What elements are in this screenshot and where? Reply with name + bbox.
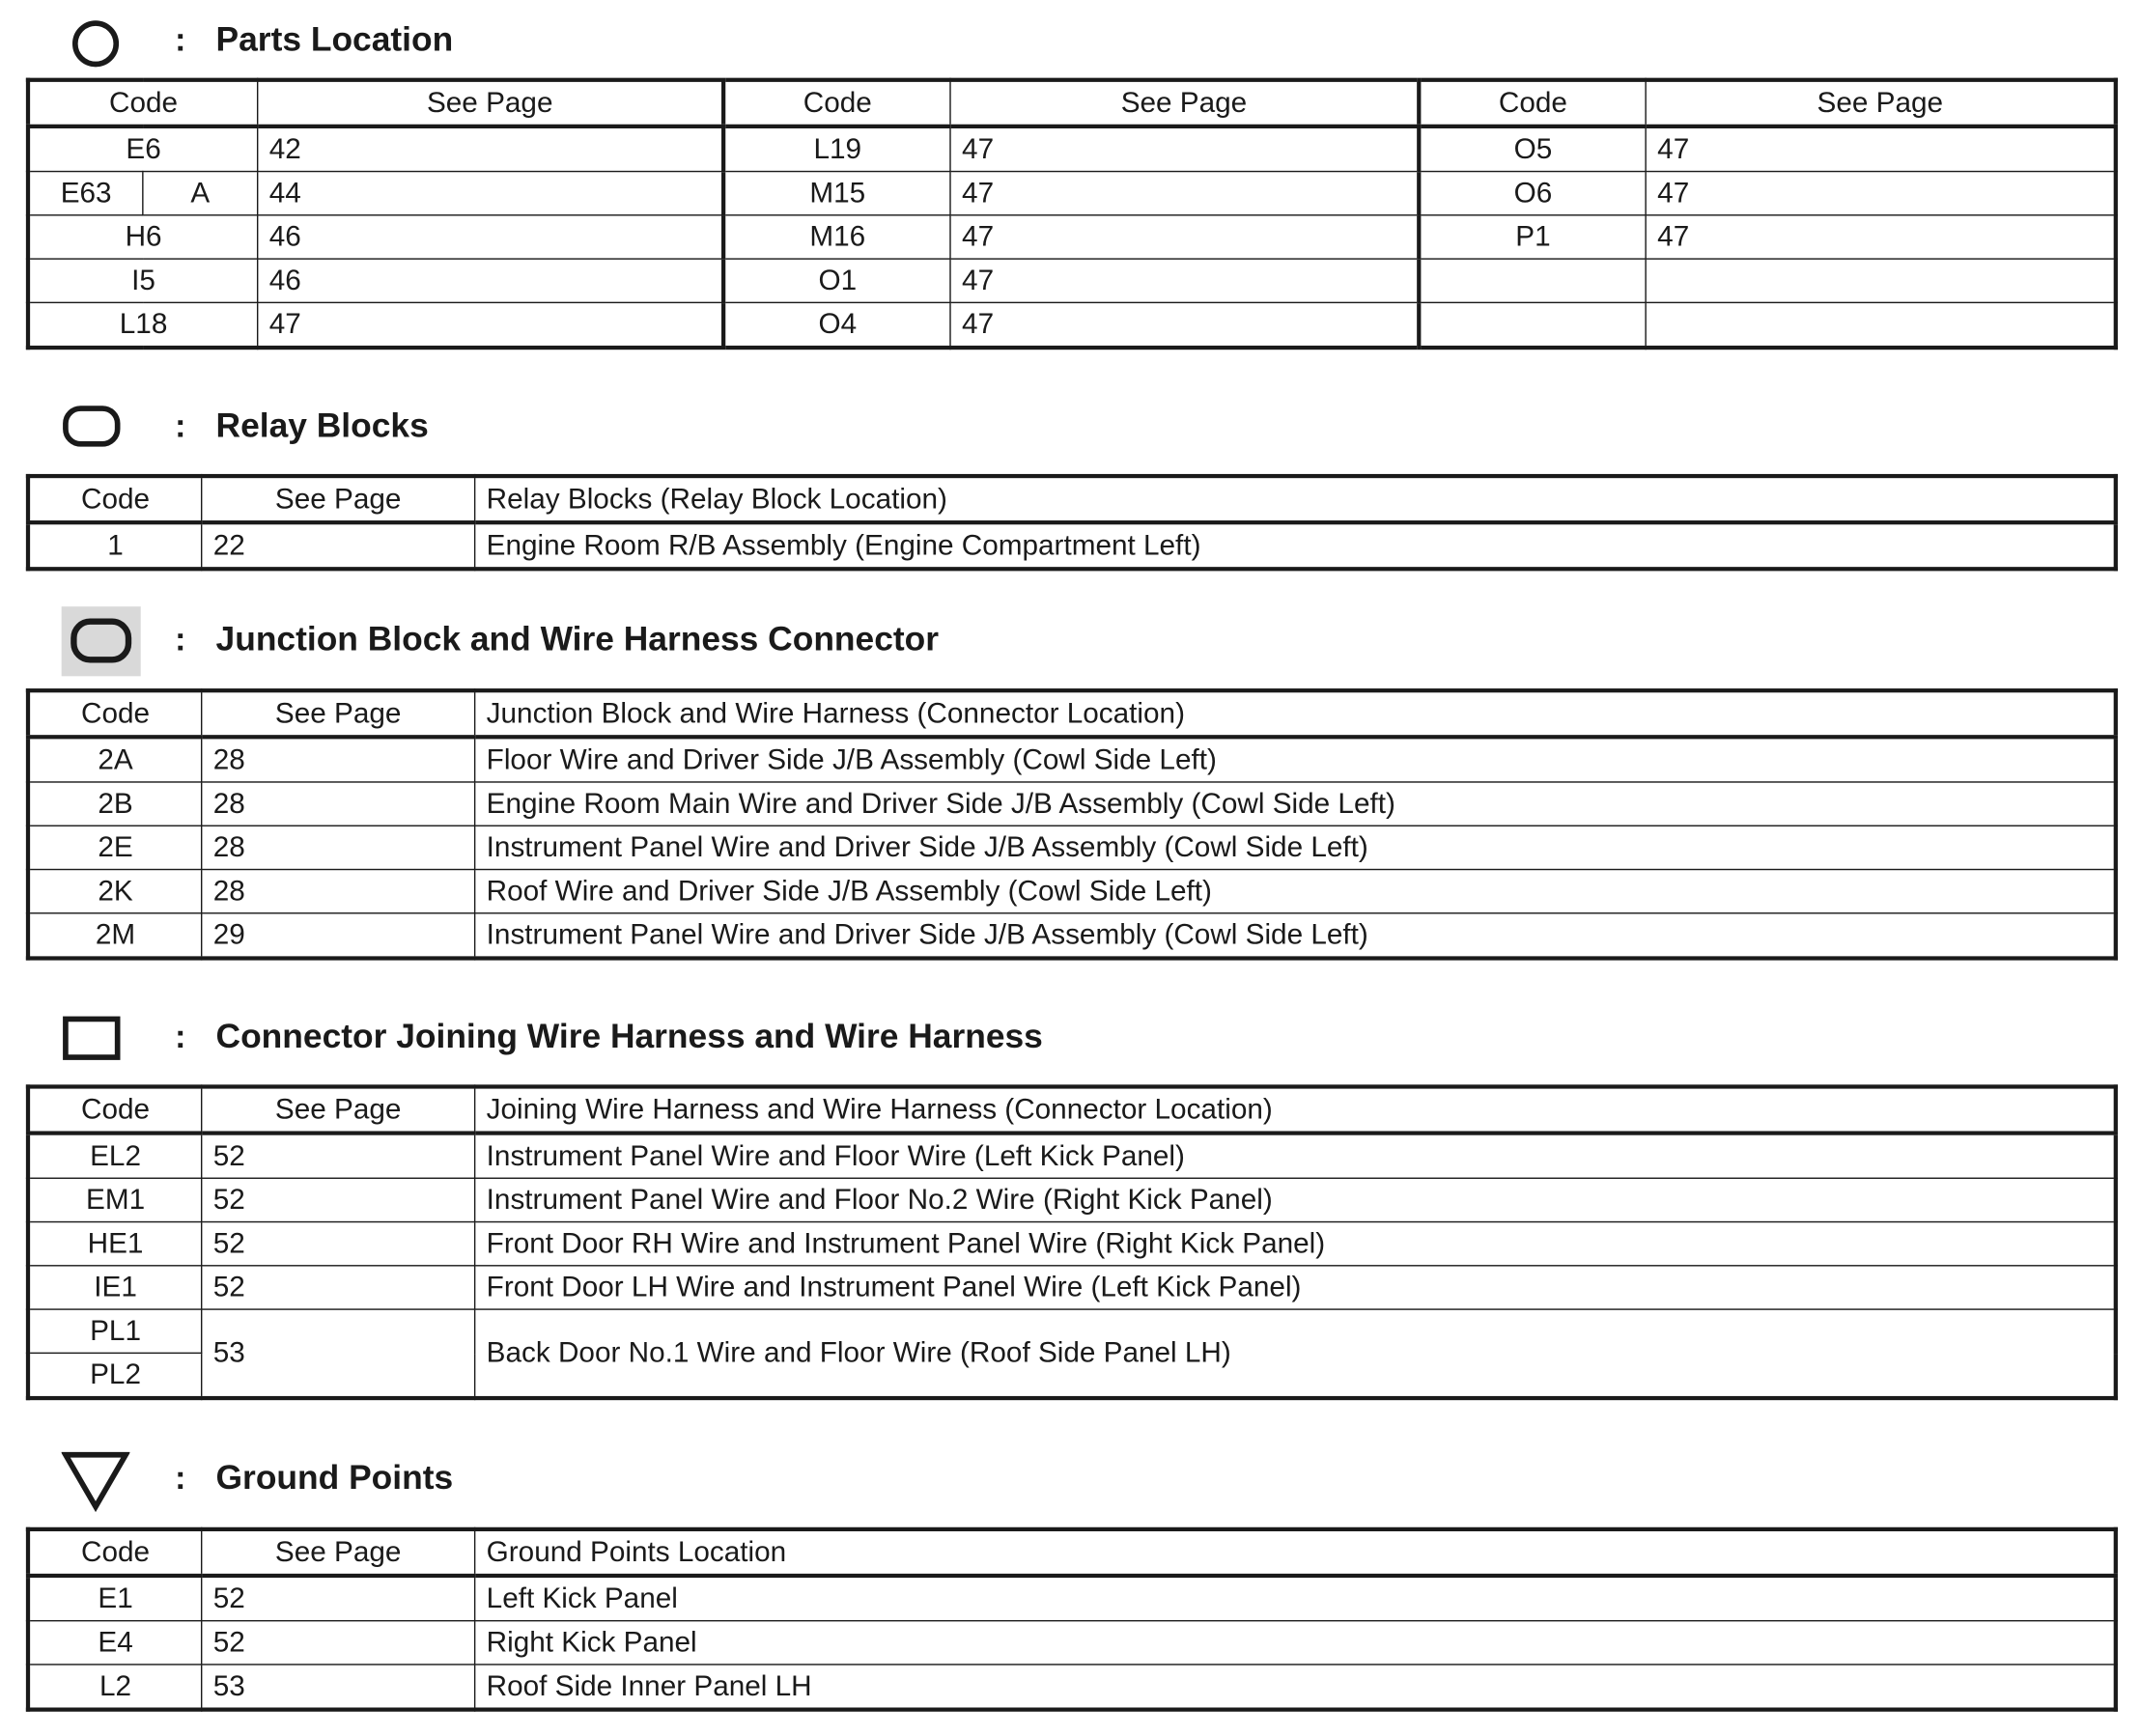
code-cell: L18: [28, 302, 258, 348]
page-cell: 47: [258, 302, 723, 348]
code-cell: 2M: [28, 913, 202, 959]
page-cell: 53: [202, 1665, 475, 1710]
code-cell: E6: [28, 126, 258, 172]
page-cell: 52: [202, 1134, 475, 1179]
description-cell: Front Door RH Wire and Instrument Panel Wire (Right Kick Panel): [475, 1222, 2116, 1266]
page-cell: 47: [1646, 215, 2116, 259]
page-cell: 52: [202, 1266, 475, 1309]
empty-cell: [1646, 259, 2116, 302]
code-cell: EL2: [28, 1134, 202, 1179]
description-cell: Right Kick Panel: [475, 1621, 2116, 1665]
page-cell: 52: [202, 1576, 475, 1621]
code-cell: HE1: [28, 1222, 202, 1266]
rounded-rectangle-icon: [70, 617, 132, 663]
header-code: Code: [28, 1086, 202, 1133]
code-cell: M15: [723, 172, 950, 215]
empty-cell: [1419, 259, 1646, 302]
description-cell: Engine Room R/B Assembly (Engine Compartment Left): [475, 522, 2116, 569]
header-description: Ground Points Location: [475, 1529, 2116, 1576]
page-cell: 42: [258, 126, 723, 172]
page-cell: 52: [202, 1178, 475, 1221]
section-title: Parts Location: [215, 20, 454, 59]
page-cell: 46: [258, 215, 723, 259]
description-cell: Instrument Panel Wire and Driver Side J/B Assembly (Cowl Side Left): [475, 913, 2116, 959]
ground-points-header: [0, 1446, 2141, 1509]
code-cell: O6: [1419, 172, 1646, 215]
sub-code-cell: A: [143, 172, 258, 215]
header-description: Junction Block and Wire Harness (Connector Location): [475, 690, 2116, 737]
page-cell: 28: [202, 737, 475, 782]
table-row: [28, 782, 2116, 826]
header-see-page: See Page: [202, 1086, 475, 1133]
code-cell: E4: [28, 1621, 202, 1665]
parts-location-header: [0, 11, 2141, 73]
description-cell: Instrument Panel Wire and Driver Side J/B Assembly (Cowl Side Left): [475, 826, 2116, 869]
table-row: [28, 1309, 2116, 1353]
header-see-page: See Page: [202, 690, 475, 737]
header-code: Code: [28, 1529, 202, 1576]
page-cell: 47: [1646, 172, 2116, 215]
table-row: [28, 1576, 2116, 1621]
description-cell: Back Door No.1 Wire and Floor Wire (Roof Side Panel LH): [475, 1309, 2116, 1398]
description-cell: Front Door LH Wire and Instrument Panel Wire (Left Kick Panel): [475, 1266, 2116, 1309]
colon: :: [175, 621, 186, 658]
table-row: [28, 1665, 2116, 1710]
description-cell: Floor Wire and Driver Side J/B Assembly (Cowl Side Left): [475, 737, 2116, 782]
code-cell: IE1: [28, 1266, 202, 1309]
colon: :: [175, 408, 186, 446]
header-see-page: See Page: [1646, 80, 2116, 126]
table-header-row: [28, 1529, 2116, 1576]
table-row: [28, 302, 2116, 348]
parts-location-table: [26, 78, 2118, 350]
rectangle-icon: [62, 1015, 125, 1061]
header-see-page: See Page: [202, 1529, 475, 1576]
code-cell: 2K: [28, 870, 202, 913]
header-code: Code: [1419, 80, 1646, 126]
header-code: Code: [723, 80, 950, 126]
code-cell: E63: [28, 172, 143, 215]
page-cell: 53: [202, 1309, 475, 1398]
page-cell: 47: [950, 215, 1419, 259]
description-cell: Left Kick Panel: [475, 1576, 2116, 1621]
code-cell: O5: [1419, 126, 1646, 172]
page-cell: 47: [950, 259, 1419, 302]
page-cell: 44: [258, 172, 723, 215]
table-header-row: [28, 80, 2116, 126]
page-cell: 47: [1646, 126, 2116, 172]
table-row: [28, 259, 2116, 302]
ground-triangle-icon: [62, 1449, 130, 1512]
code-cell: O4: [723, 302, 950, 348]
empty-cell: [1646, 302, 2116, 348]
code-cell: L19: [723, 126, 950, 172]
code-cell: 2A: [28, 737, 202, 782]
connector-joining-header: [0, 1007, 2141, 1070]
table-row: [28, 126, 2116, 172]
page-cell: 47: [950, 172, 1419, 215]
code-cell: PL1: [28, 1309, 202, 1353]
header-see-page: See Page: [258, 80, 723, 126]
table-row: [28, 1134, 2116, 1179]
table-row: [28, 870, 2116, 913]
table-row: [28, 913, 2116, 959]
code-cell: I5: [28, 259, 258, 302]
table-row: [28, 1266, 2116, 1309]
colon: :: [175, 21, 186, 59]
page-cell: 46: [258, 259, 723, 302]
connector-joining-table: [26, 1084, 2118, 1400]
table-row: [28, 1222, 2116, 1266]
colon: :: [175, 1019, 186, 1056]
ground-points-table: [26, 1527, 2118, 1712]
header-see-page: See Page: [202, 476, 475, 522]
table-row: [28, 522, 2116, 569]
description-cell: Engine Room Main Wire and Driver Side J/B Assembly (Cowl Side Left): [475, 782, 2116, 826]
code-cell: 2B: [28, 782, 202, 826]
relay-blocks-header: [0, 396, 2141, 459]
table-row: [28, 172, 2116, 215]
page-cell: 28: [202, 870, 475, 913]
section-title: Relay Blocks: [215, 406, 429, 446]
header-description: Joining Wire Harness and Wire Harness (Connector Location): [475, 1086, 2116, 1133]
circle-icon: [69, 16, 124, 71]
table-row: [28, 215, 2116, 259]
description-cell: Roof Side Inner Panel LH: [475, 1665, 2116, 1710]
table-header-row: [28, 476, 2116, 522]
junction-block-header: [0, 609, 2141, 672]
page-cell: 29: [202, 913, 475, 959]
colon: :: [175, 1460, 186, 1498]
page-cell: 28: [202, 782, 475, 826]
code-cell: 1: [28, 522, 202, 569]
table-header-row: [28, 690, 2116, 737]
code-cell: L2: [28, 1665, 202, 1710]
page-cell: 47: [950, 126, 1419, 172]
description-cell: Instrument Panel Wire and Floor Wire (Left Kick Panel): [475, 1134, 2116, 1179]
table-header-row: [28, 1086, 2116, 1133]
table-row: [28, 737, 2116, 782]
table-row: [28, 1621, 2116, 1665]
code-cell: 2E: [28, 826, 202, 869]
code-cell: M16: [723, 215, 950, 259]
description-cell: Roof Wire and Driver Side J/B Assembly (Cowl Side Left): [475, 870, 2116, 913]
code-cell: PL2: [28, 1353, 202, 1398]
page-cell: 22: [202, 522, 475, 569]
page-cell: 52: [202, 1621, 475, 1665]
header-see-page: See Page: [950, 80, 1419, 126]
code-cell: EM1: [28, 1178, 202, 1221]
header-code: Code: [28, 80, 258, 126]
header-description: Relay Blocks (Relay Block Location): [475, 476, 2116, 522]
empty-cell: [1419, 302, 1646, 348]
code-cell: P1: [1419, 215, 1646, 259]
section-title: Junction Block and Wire Harness Connector: [215, 620, 940, 658]
page-cell: 28: [202, 826, 475, 869]
rounded-rectangle-icon: [62, 405, 125, 451]
code-cell: O1: [723, 259, 950, 302]
section-title: Connector Joining Wire Harness and Wire Harness: [215, 1018, 1043, 1056]
page-cell: 52: [202, 1222, 475, 1266]
junction-block-table: [26, 688, 2118, 961]
description-cell: Instrument Panel Wire and Floor No.2 Wire (Right Kick Panel): [475, 1178, 2116, 1221]
header-code: Code: [28, 690, 202, 737]
section-title: Ground Points: [215, 1459, 454, 1498]
code-cell: E1: [28, 1576, 202, 1621]
header-code: Code: [28, 476, 202, 522]
relay-blocks-table: [26, 474, 2118, 571]
table-row: [28, 826, 2116, 869]
page-cell: 47: [950, 302, 1419, 348]
table-row: [28, 1178, 2116, 1221]
code-cell: H6: [28, 215, 258, 259]
